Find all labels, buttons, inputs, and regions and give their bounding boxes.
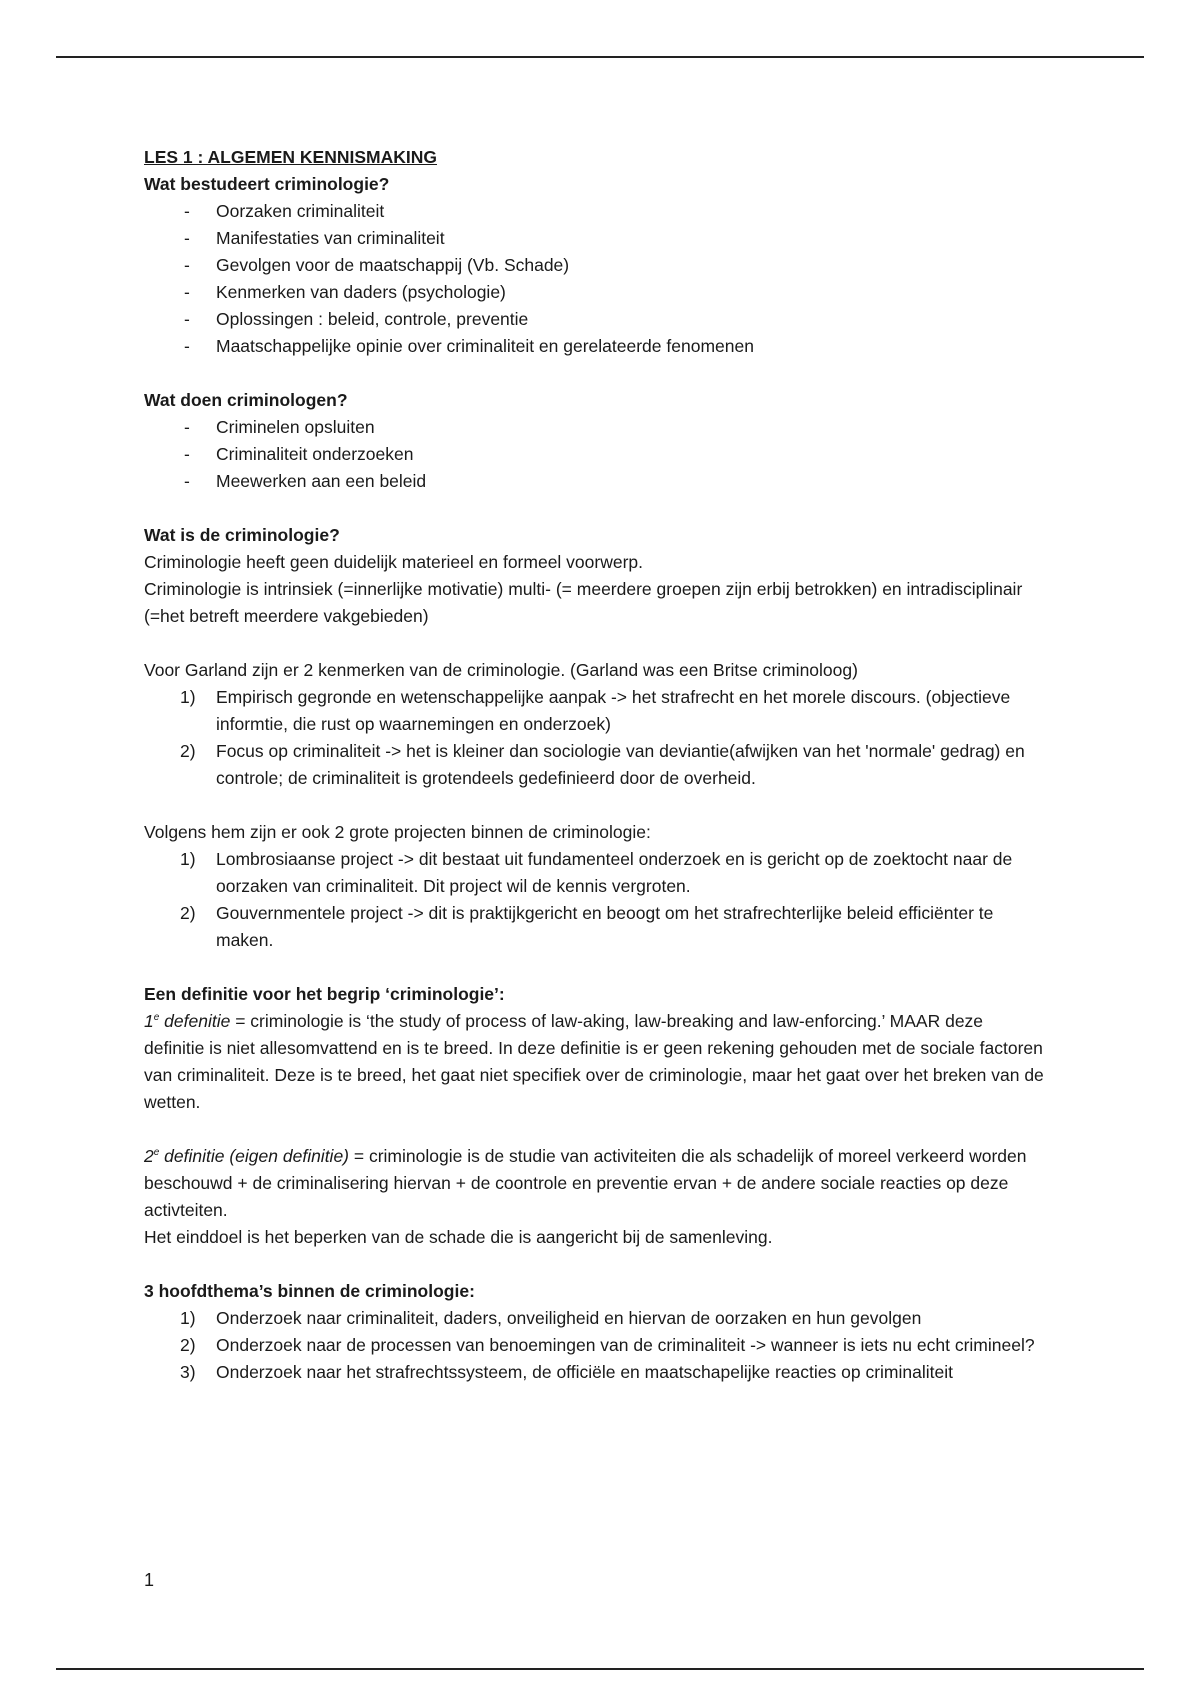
document-body bbox=[144, 144, 1044, 1386]
list-item: - Kenmerken van daders (psychologie) bbox=[144, 279, 1044, 306]
numbered-item bbox=[144, 684, 1044, 738]
definition-2-text: = criminologie is de studie van activiteiten die als schadelijk of moreel verkeerd worden beschouwd + de criminalisering hiervan + de coontrole en preventie ervan + de andere sociale reacties op deze activteiten. bbox=[144, 1146, 1027, 1220]
item-text: Gouvernmentele project -> dit is praktijkgericht en beoogt om het strafrechterlijke beleid efficiënter te maken. bbox=[216, 903, 994, 950]
paragraph: Criminologie is intrinsiek (=innerlijke motivatie) multi- (= meerdere groepen zijn erbij betrokken) en intradisciplinair (=het betreft meerdere vakgebieden) bbox=[144, 579, 1023, 626]
paragraph: Criminologie heeft geen duidelijk materieel en formeel voorwerp. bbox=[144, 552, 644, 572]
definition-1-number: 1 bbox=[144, 1011, 154, 1031]
item-number: 1) bbox=[180, 849, 196, 869]
paragraph-goal: Het einddoel is het beperken van de schade die is aangericht bij de samenleving. bbox=[144, 1227, 773, 1247]
list-item: - Maatschappelijke opinie over criminaliteit en gerelateerde fenomenen bbox=[144, 333, 1044, 360]
list-themes bbox=[144, 1305, 1044, 1386]
list-item: - Manifestaties van criminaliteit bbox=[144, 225, 1044, 252]
section-heading-themes: 3 hoofdthema’s binnen de criminologie: bbox=[144, 1281, 475, 1301]
item-number: 2) bbox=[180, 1335, 196, 1355]
list-item: - Gevolgen voor de maatschappij (Vb. Schade) bbox=[144, 252, 1044, 279]
definition-1-superscript: e bbox=[153, 1012, 160, 1024]
definition-2-superscript: e bbox=[153, 1147, 160, 1159]
definition-1-text: = criminologie is ‘the study of process of law-aking, law-breaking and law-enforcing.’ MAAR deze definitie is niet allesomvattend en is te breed. In deze definitie is er geen rekening gehouden met de sociale factoren van criminaliteit. Deze is te breed, het gaat niet specifiek over de criminologie, maar het gaat over het breken van de wetten. bbox=[144, 1011, 1044, 1112]
section-heading-doen: Wat doen criminologen? bbox=[144, 390, 348, 410]
item-text: Onderzoek naar de processen van benoemingen van de criminaliteit -> wanneer is iets nu echt crimineel? bbox=[216, 1335, 1035, 1355]
definition-2-label: definitie (eigen definitie) bbox=[164, 1146, 350, 1166]
item-number: 2) bbox=[180, 741, 196, 761]
list-projects bbox=[144, 846, 1044, 954]
definition-2-number: 2 bbox=[144, 1146, 154, 1166]
list-item: - Criminelen opsluiten bbox=[144, 414, 1044, 441]
paragraph-projects-intro: Volgens hem zijn er ook 2 grote projecten binnen de criminologie: bbox=[144, 822, 651, 842]
paragraph-definition-2 bbox=[144, 1143, 1044, 1224]
page-title: LES 1 : ALGEMEN KENNISMAKING bbox=[144, 147, 437, 167]
header-rule bbox=[56, 56, 1144, 58]
list-garland bbox=[144, 684, 1044, 792]
numbered-item bbox=[144, 1332, 1044, 1359]
section-heading-wat-is: Wat is de criminologie? bbox=[144, 525, 340, 545]
footer-rule bbox=[56, 1668, 1144, 1670]
item-text: Focus op criminaliteit -> het is kleiner dan sociologie van deviantie(afwijken van het 'normale' gedrag) en controle; de criminaliteit is grotendeels gedefinieerd door de overheid. bbox=[216, 741, 1025, 788]
list-bestudeert bbox=[144, 198, 1044, 360]
item-text: Empirisch gegronde en wetenschappelijke aanpak -> het strafrecht en het morele discours. (objectieve informtie, die rust op waarnemingen en onderzoek) bbox=[216, 687, 1011, 734]
list-item: - Oorzaken criminaliteit bbox=[144, 198, 1044, 225]
section-heading-bestudeert: Wat bestudeert criminologie? bbox=[144, 174, 390, 194]
paragraph-garland-intro: Voor Garland zijn er 2 kenmerken van de criminologie. (Garland was een Britse criminoloog) bbox=[144, 660, 858, 680]
numbered-item bbox=[144, 846, 1044, 900]
list-item: - Oplossingen : beleid, controle, preventie bbox=[144, 306, 1044, 333]
definition-1-label: defenitie bbox=[164, 1011, 231, 1031]
numbered-item bbox=[144, 900, 1044, 954]
section-heading-definitie: Een definitie voor het begrip ‘criminologie’: bbox=[144, 984, 505, 1004]
item-number: 3) bbox=[180, 1362, 196, 1382]
page-number: 1 bbox=[144, 1570, 155, 1590]
item-text: Onderzoek naar criminaliteit, daders, onveiligheid en hiervan de oorzaken en hun gevolgen bbox=[216, 1308, 922, 1328]
list-item: - Criminaliteit onderzoeken bbox=[144, 441, 1044, 468]
numbered-item bbox=[144, 738, 1044, 792]
list-doen bbox=[144, 414, 1044, 495]
item-text: Lombrosiaanse project -> dit bestaat uit fundamenteel onderzoek en is gericht op de zoektocht naar de oorzaken van criminaliteit. Dit project wil de kennis vergroten. bbox=[216, 849, 1013, 896]
numbered-item bbox=[144, 1305, 1044, 1332]
item-number: 1) bbox=[180, 1308, 196, 1328]
numbered-item bbox=[144, 1359, 1044, 1386]
item-number: 2) bbox=[180, 903, 196, 923]
item-text: Onderzoek naar het strafrechtssysteem, de officiële en maatschapelijke reacties op criminaliteit bbox=[216, 1362, 953, 1382]
paragraph-definition-1 bbox=[144, 1008, 1044, 1116]
item-number: 1) bbox=[180, 687, 196, 707]
list-item: - Meewerken aan een beleid bbox=[144, 468, 1044, 495]
